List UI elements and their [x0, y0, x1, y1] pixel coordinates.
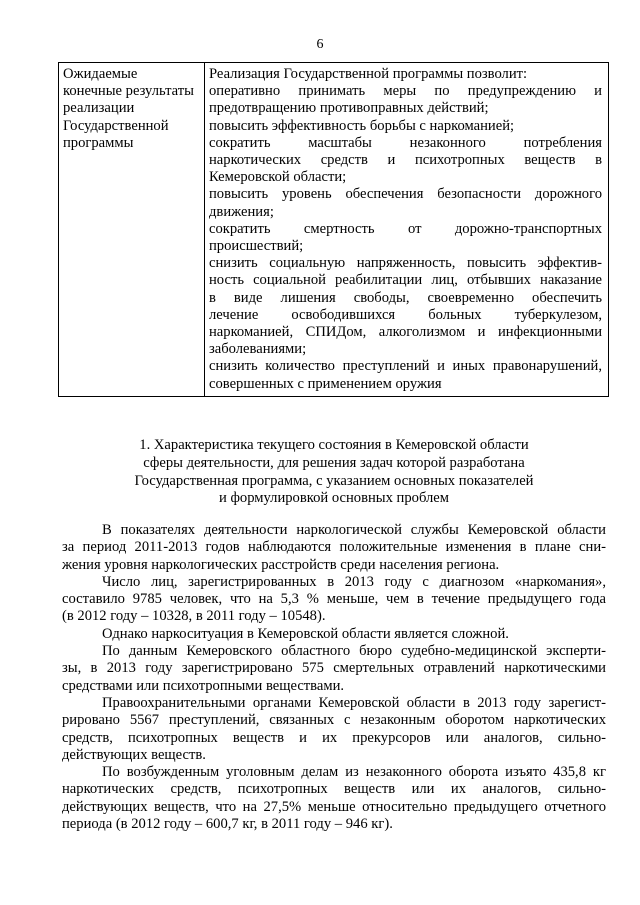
table-content-line: наркоманией, СПИДом, алкоголизмом и инфекционными: [209, 324, 602, 341]
section-heading: [60, 437, 608, 508]
section-heading-line: сферы деятельности, для решения задач которой разработана: [143, 454, 525, 471]
table-content-line: совершенных с применением оружия: [209, 375, 442, 392]
paragraph-line: составило 9785 человек, что на 5,3 % меньше, чем в течение предыдущего года: [62, 591, 606, 608]
paragraph-line: Число лиц, зарегистрированных в 2013 году с диагнозом «наркомания»,: [102, 573, 606, 590]
paragraph-line: По возбужденным уголовным делам из незаконного оборота изъято 435,8 кг: [102, 764, 606, 781]
paragraph-line: средств, психотропных веществ и их прекурсоров или аналогов, сильно-: [62, 729, 606, 746]
table-content-cell: [205, 63, 609, 397]
paragraph-line: Однако наркоситуация в Кемеровской области является сложной.: [102, 625, 509, 642]
table-content-line: в виде лишения свободы, своевременно обеспечить: [209, 289, 602, 306]
table-content-line: предотвращению противоправных действий;: [209, 100, 489, 117]
table-label-line: Государственной: [63, 117, 169, 134]
paragraph: [62, 522, 606, 574]
table-label-line: конечные результаты: [63, 83, 194, 100]
paragraph-line: наркотических средств, психотропных веществ или их аналогов, сильно-: [62, 781, 606, 798]
paragraph-line: В показателях деятельности наркологической службы Кемеровской области: [102, 522, 606, 538]
section-heading-line: и формулировкой основных проблем: [218, 490, 449, 507]
table-content-line: ность социальной реабилитации лиц, отбывших наказание: [209, 272, 602, 289]
table-content-line: лечение освободившихся больных туберкулезом,: [209, 306, 602, 323]
table-content-line: снизить количество преступлений и иных правонарушений,: [209, 358, 602, 375]
table-content-line: Кемеровской области;: [209, 169, 347, 186]
paragraph-line: рировано 5567 преступлений, связанных с незаконным оборотом наркотических: [62, 712, 606, 729]
paragraph: [62, 574, 606, 626]
table-content-line: сократить масштабы незаконного потребления: [209, 134, 602, 151]
paragraph: [62, 626, 606, 643]
table-content-line: оперативно принимать меры по предупреждению и: [209, 83, 602, 100]
table-content-line: снизить социальную напряженность, повысить эффектив-: [209, 255, 602, 272]
table-label-cell: [59, 63, 205, 397]
paragraph-line: По данным Кемеровского областного бюро судебно-медицинской эксперти-: [102, 643, 606, 660]
table-content-line: движения;: [209, 203, 274, 220]
table-row: [59, 63, 609, 397]
table-content-line: сократить смертность от дорожно-транспортных: [209, 220, 602, 237]
body-text: [62, 522, 606, 833]
table-label-line: реализации: [63, 100, 135, 117]
paragraph-line: жения уровня наркологических расстройств среди населения региона.: [62, 556, 500, 573]
paragraph-line: зы, в 2013 году зарегистрировано 575 смертельных отравлений наркотическими: [62, 660, 606, 677]
paragraph-line: периода (в 2012 году – 600,7 кг, в 2011 году – 946 кг).: [62, 816, 393, 833]
table-content-line: наркотических средств и психотропных веществ в: [209, 152, 602, 169]
table-content-line: повысить уровень обеспечения безопасности дорожного: [209, 186, 602, 203]
paragraph-line: средствами или психотропными веществами.: [62, 677, 345, 694]
table-label-line: программы: [63, 134, 134, 151]
page-number: 6: [316, 37, 324, 52]
section-heading-line: 1. Характеристика текущего состояния в Кемеровской области: [139, 437, 529, 453]
table-content-line: происшествий;: [209, 238, 304, 255]
paragraph: [62, 764, 606, 833]
section-heading-line: Государственная программа, с указанием основных показателей: [134, 472, 534, 489]
paragraph-line: действующих веществ.: [62, 746, 206, 763]
table-label-line: Ожидаемые: [63, 66, 138, 82]
expected-results-table: [58, 62, 609, 397]
paragraph-line: (в 2012 году – 10328, в 2011 году – 10548).: [62, 608, 326, 625]
paragraph: [62, 643, 606, 695]
paragraph: [62, 695, 606, 764]
paragraph-line: за период 2011-2013 годов наблюдаются положительные изменения в плане сни-: [62, 539, 606, 556]
table-content-line: Реализация Государственной программы позволит:: [209, 66, 528, 82]
table-content-line: повысить эффективность борьбы с наркоманией;: [209, 117, 515, 134]
paragraph-line: Правоохранительными органами Кемеровской области в 2013 году зарегист-: [102, 694, 606, 711]
table-content-line: заболеваниями;: [209, 341, 307, 358]
paragraph-line: действующих веществ, что на 27,5% меньше относительно предыдущего отчетного: [62, 798, 606, 815]
